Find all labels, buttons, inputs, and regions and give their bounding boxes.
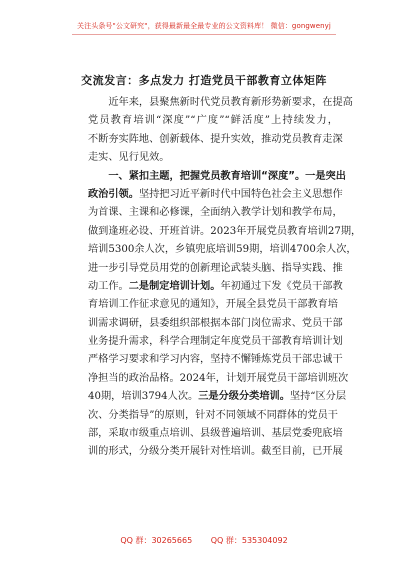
body-line <box>88 131 343 149</box>
body-line <box>88 204 343 222</box>
body-line <box>88 388 347 406</box>
bold-heading-text: 一、紧扣主题，把握党员教育培训“深度”。一是突出 <box>88 170 346 182</box>
body-text: 坚持“区分层 <box>289 391 347 403</box>
body-line <box>88 333 343 351</box>
body-line <box>88 278 343 296</box>
body-line <box>88 407 338 425</box>
body-text: 净担当的政治品格。2024年，计划开展党员干部培训班次 <box>88 372 349 384</box>
body-line <box>88 186 343 204</box>
body-line <box>88 260 343 278</box>
header-promo-text: 关注头条号"公文研究"，获得最新最全最专业的公文资料库！ 微信：gongwenyj <box>77 22 331 30</box>
body-text: 近年来，县聚焦新时代党员教育新形势新要求，在提高 <box>88 97 353 108</box>
body-text: 党员教育培训“深度”“广度”“鲜活度”上持续发力， <box>88 115 338 127</box>
body-line <box>88 351 343 369</box>
body-text: 进一步引导党员用党的创新理论武装头脑、指导实践、推 <box>88 262 343 274</box>
body-text: 动工作。 <box>88 280 129 292</box>
body-line <box>88 94 353 112</box>
body-text: 做到逢班必设、开班首讲。2023年开展党员教育培训27期， <box>88 225 362 237</box>
footer <box>0 535 408 546</box>
body-line <box>88 425 343 443</box>
bold-heading-text: 二是制定培训计划。 <box>128 280 221 292</box>
document-title: 交流发言：多点发力 打造党员干部教育立体矩阵 <box>81 74 327 87</box>
body-text: 业务提升需求，科学合理制定年度党员干部教育培训计划 <box>88 336 343 348</box>
body-text: 训的形式，分级分类开展针对性培训。截至目前，已开展 <box>88 446 343 458</box>
bold-heading-text: 三是分级分类培训。 <box>198 391 290 403</box>
body-text: 培训5300余人次，乡镇兜底培训59期，培训4700余人次， <box>88 244 357 256</box>
body-text: 坚持把习近平新时代中国特色社会主义思想作 <box>138 188 343 200</box>
body-text: 走实、见行见效。 <box>88 152 170 164</box>
bold-heading-text: 政治引领。 <box>88 188 139 200</box>
body-line <box>88 296 338 314</box>
body-text: 不断夯实阵地、创新载体、提升实效，推动党员教育走深 <box>88 133 343 145</box>
body-text: 严格学习要求和学习内容，坚持不懈锤炼党员干部忠诚干 <box>88 354 343 366</box>
body-line <box>88 241 357 259</box>
body-line <box>88 443 343 461</box>
body-text: 育培训工作征求意见的通知》，开展全县党员干部教育培 <box>88 299 338 311</box>
header-divider <box>72 34 336 35</box>
body-text: 部，采取市级重点培训、县级普遍培训、基层党委兜底培 <box>88 428 343 440</box>
body-text: 40期，培训3794人次。 <box>88 391 199 403</box>
body-line <box>88 370 349 388</box>
body-line <box>88 168 346 186</box>
body-line <box>88 112 338 130</box>
body-line <box>88 315 343 333</box>
body-text: 训需求调研，县委组织部根据本部门岗位需求、党员干部 <box>88 317 343 329</box>
body-text: 为首课、主课和必修课，全面纳入教学计划和教学布局， <box>88 207 343 219</box>
document-body <box>88 94 362 462</box>
body-text: 次、分类指导”的原则，针对不同领域不同群体的党员干 <box>88 409 338 421</box>
body-line <box>88 149 338 167</box>
body-text: 年初通过下发《党员干部教 <box>220 280 343 292</box>
footer-qq-group-2: QQ 群：535304092 <box>210 536 288 545</box>
footer-qq-group-1: QQ 群：30265665 <box>120 536 193 545</box>
body-line <box>88 223 362 241</box>
